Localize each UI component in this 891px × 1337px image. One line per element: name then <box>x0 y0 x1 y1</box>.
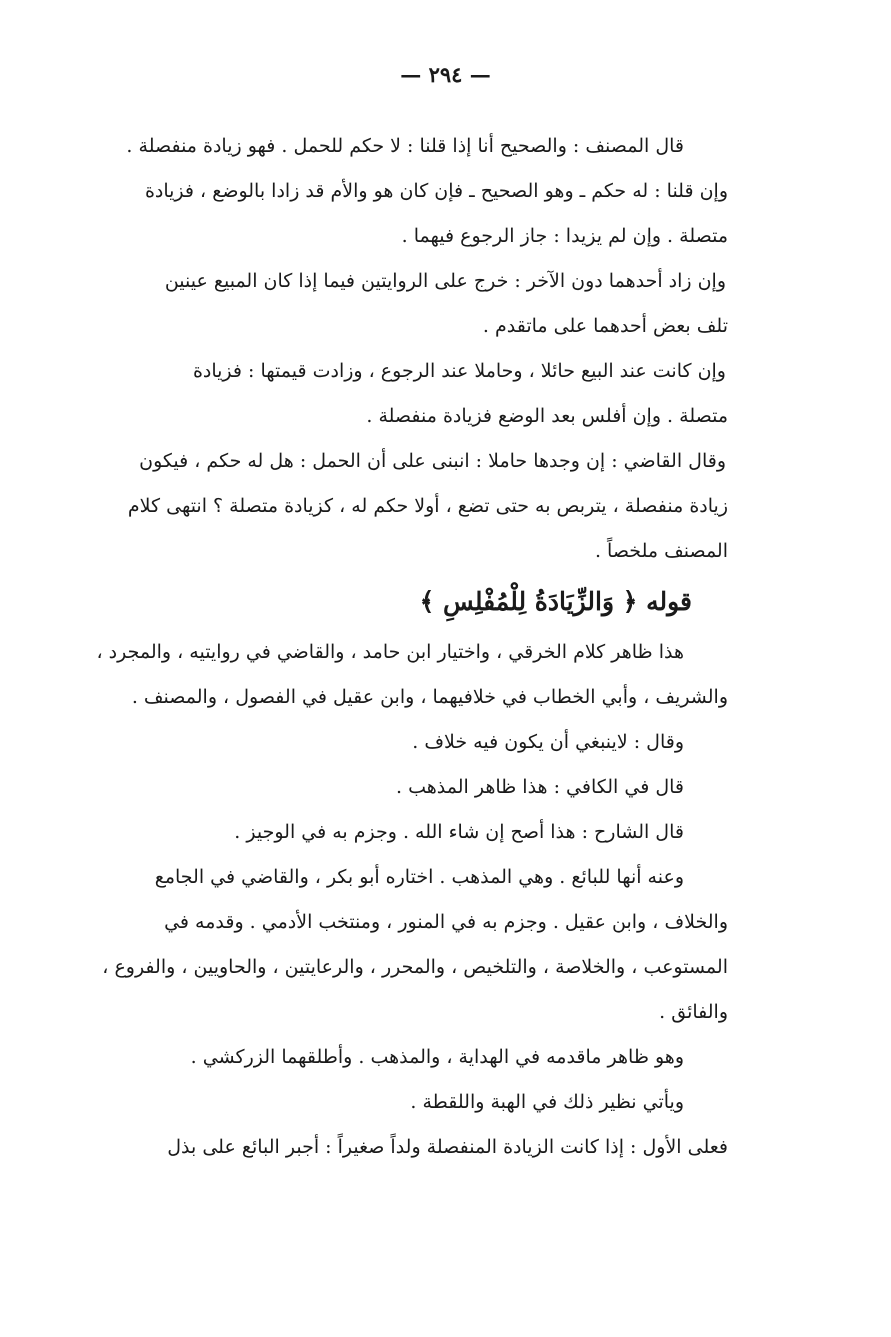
section-heading: قوله ﴿ وَالزِّيَادَةُ لِلْمُفْلِسِ ﴾ <box>419 587 692 616</box>
text-line: قال الشارح : هذا أصح إن شاء الله . وجزم به في الوجيز . <box>234 821 684 843</box>
text-line: والفائق . <box>659 1001 728 1023</box>
text-line: متصلة . وإن أفلس بعد الوضع فزيادة منفصلة . <box>366 405 728 427</box>
text-line: وقال القاضي : إن وجدها حاملا : انبنى على أن الحمل : هل له حكم ، فيكون <box>139 450 726 472</box>
text-line: ويأتي نظير ذلك في الهبة واللقطة . <box>410 1091 684 1113</box>
text-line: متصلة . وإن لم يزيدا : جاز الرجوع فيهما . <box>401 225 728 247</box>
text-line: وإن كانت عند البيع حائلا ، وحاملا عند الرجوع ، وزادت قيمتها : فزيادة <box>192 360 726 382</box>
text-line: والشريف ، وأبي الخطاب في خلافيهما ، وابن عقيل في الفصول ، والمصنف . <box>131 686 728 708</box>
text-line: وقال : لاينبغي أن يكون فيه خلاف . <box>412 731 684 753</box>
text-line: قال في الكافي : هذا ظاهر المذهب . <box>396 776 684 798</box>
text-line: وهو ظاهر ماقدمه في الهداية ، والمذهب . وأطلقهما الزركشي . <box>190 1046 684 1068</box>
text-line: هذا ظاهر كلام الخرقي ، واختيار ابن حامد ، والقاضي في روايتيه ، والمجرد ، <box>96 641 684 663</box>
text-line: فعلى الأول : إذا كانت الزيادة المنفصلة ولداً صغيراً : أجبر البائع على بذل <box>167 1136 728 1158</box>
text-line: وإن زاد أحدهما دون الآخر : خرج على الروايتين فيما إذا كان المبيع عينين <box>164 270 726 292</box>
text-line: وإن قلنا : له حكم ـ وهو الصحيح ـ فإن كان هو والأم قد زادا بالوضع ، فزيادة <box>144 180 728 202</box>
body-text <box>78 124 728 1170</box>
text-line: والخلاف ، وابن عقيل . وجزم به في المنور ، ومنتخب الأدمي . وقدمه في <box>164 911 728 933</box>
text-line: المستوعب ، والخلاصة ، والتلخيص ، والمحرر ، والرعايتين ، والحاويين ، والفروع ، <box>102 956 728 978</box>
text-line: زيادة منفصلة ، يتربص به حتى تضع ، أولا حكم له ، كزيادة متصلة ؟ انتهى كلام <box>127 495 728 517</box>
text-line: قال المصنف : والصحيح أنا إذا قلنا : لا حكم للحمل . فهو زيادة منفصلة . <box>126 135 684 157</box>
page-number: — ٢٩٤ — <box>400 62 491 87</box>
text-line: تلف بعض أحدهما على ماتقدم . <box>482 315 728 337</box>
text-line: المصنف ملخصاً . <box>594 540 728 562</box>
text-line: وعنه أنها للبائع . وهي المذهب . اختاره أبو بكر ، والقاضي في الجامع <box>154 866 684 888</box>
